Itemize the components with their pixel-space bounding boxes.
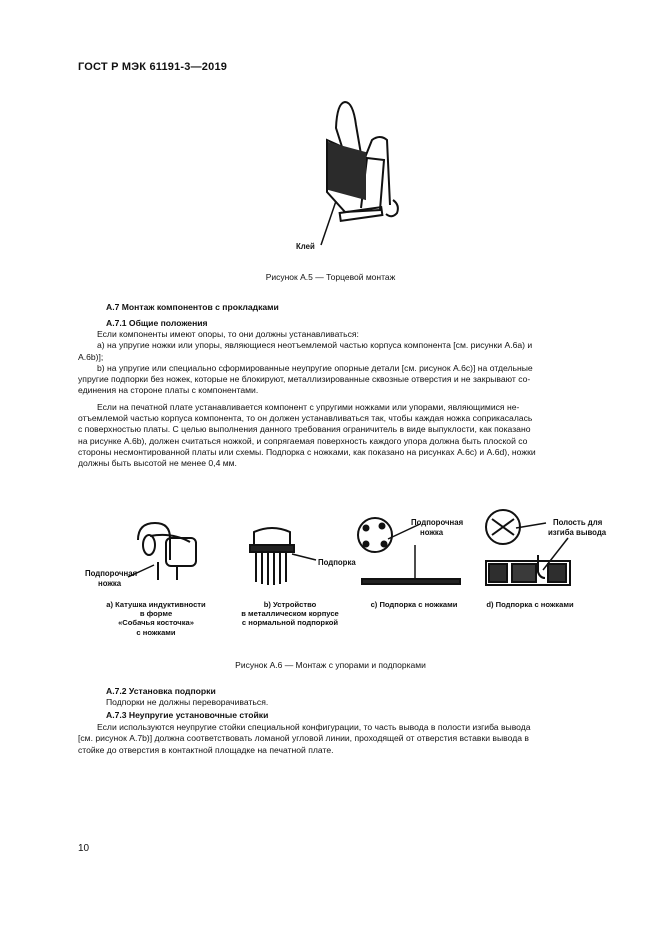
label-support-leg-a-line1: Подпорочная — [85, 569, 138, 578]
paragraph: Если компоненты имеют опоры, то они должны устанавливаться: — [97, 329, 359, 339]
label-support-leg-a-line2: ножка — [98, 579, 122, 588]
paragraph-line: на рисунке А.6b), должен считаться ножкой, и сопрягаемая поверхность каждого упора должна быть плоской со — [78, 435, 528, 446]
paragraph-line: отъемлемой частью корпуса компонента, то он должен устанавливаться так, чтобы каждая ножка соприкасалась — [78, 413, 533, 424]
section-a72-title: А.7.2 Установка подпорки — [106, 686, 216, 696]
caption-line: а) Катушка индуктивности — [106, 600, 206, 609]
subfigure-c-caption: с) Подпорка с ножками — [370, 600, 458, 609]
section-a73-title: А.7.3 Неупругие установочные стойки — [106, 710, 269, 720]
paragraph-line: с поверхностью платы. С целью выполнения данного требования ограничитель в виде выпуклости, как показано — [78, 424, 531, 435]
list-item-b-line: единения на стороне платы с компонентами. — [78, 385, 259, 396]
caption-line: с ножками — [136, 627, 176, 637]
caption-line: с нормальной подпоркой — [241, 618, 339, 628]
caption-line: b) Устройство — [263, 600, 317, 609]
paragraph-line: стороны несмонтированной платы или схемы. Подпорка с ножками, как показано на рисунках А.6с) и А.6d), ножки — [78, 446, 536, 457]
caption-line: «Собачья косточка» — [118, 618, 194, 628]
subfigure-d-caption: d) Подпорка с ножками — [486, 600, 574, 609]
list-item-a-line: А.6b)]; — [78, 351, 104, 362]
list-item-b-line: упругие подпорки без ножек, которые не блокируют, металлизированные сквозные отверстия и не закрывают со- — [78, 374, 531, 385]
paragraph-line: Если на печатной плате устанавливается компонент с упругими ножками или упорами, являющимися не- — [97, 401, 520, 412]
document-header: ГОСТ Р МЭК 61191-3—2019 — [78, 61, 228, 73]
section-a7-title: А.7 Монтаж компонентов с прокладками — [106, 302, 279, 312]
paragraph-line: стойке до отверстия в контактной площадке на печатной плате. — [78, 744, 334, 755]
paragraph-line: [см. рисунок А.7b)] должна соответствовать ломаной угловой линии, проходящей от отверстия вставки вывода в — [78, 733, 529, 744]
caption-line: в форме — [139, 609, 173, 619]
label-podporka: Подпорка — [318, 558, 356, 567]
subfigure-a-caption — [86, 600, 226, 637]
section-a73-body — [78, 722, 584, 756]
label-support-leg-c-line1: Подпорочная — [411, 518, 464, 527]
list-item-b-line: b) на упругие или специально сформированные неупругие опорные детали [см. рисунок А.6с)] на отдельные — [97, 362, 533, 373]
label-cavity-line1: Полость для — [553, 518, 603, 527]
paragraph-line: должны быть высотой не менее 0,4 мм. — [78, 458, 237, 469]
section-a71-title: А.7.1 Общие положения — [106, 318, 208, 328]
subfigure-b-caption — [227, 600, 353, 628]
label-glue: Клей — [296, 242, 315, 251]
page-number: 10 — [78, 843, 90, 854]
caption-line: в металлическом корпусе — [241, 609, 339, 619]
paragraph-line: Если используются неупругие стойки специальной конфигурации, то часть вывода в полости изгиба вывода — [97, 722, 531, 732]
list-item-a-line: а) на упругие ножки или упоры, являющиеся неотъемлемой частью корпуса компонента [см. рисунки А.6a) и — [97, 340, 533, 351]
section-a72-text: Подпорки не должны переворачиваться. — [106, 697, 269, 707]
figure-a5-caption: Рисунок А.5 — Торцевой монтаж — [265, 272, 396, 282]
label-support-leg-c-line2: ножка — [420, 528, 444, 537]
figure-a6-caption: Рисунок А.6 — Монтаж с упорами и подпорками — [235, 660, 426, 670]
label-cavity-line2: изгиба вывода — [548, 528, 607, 537]
